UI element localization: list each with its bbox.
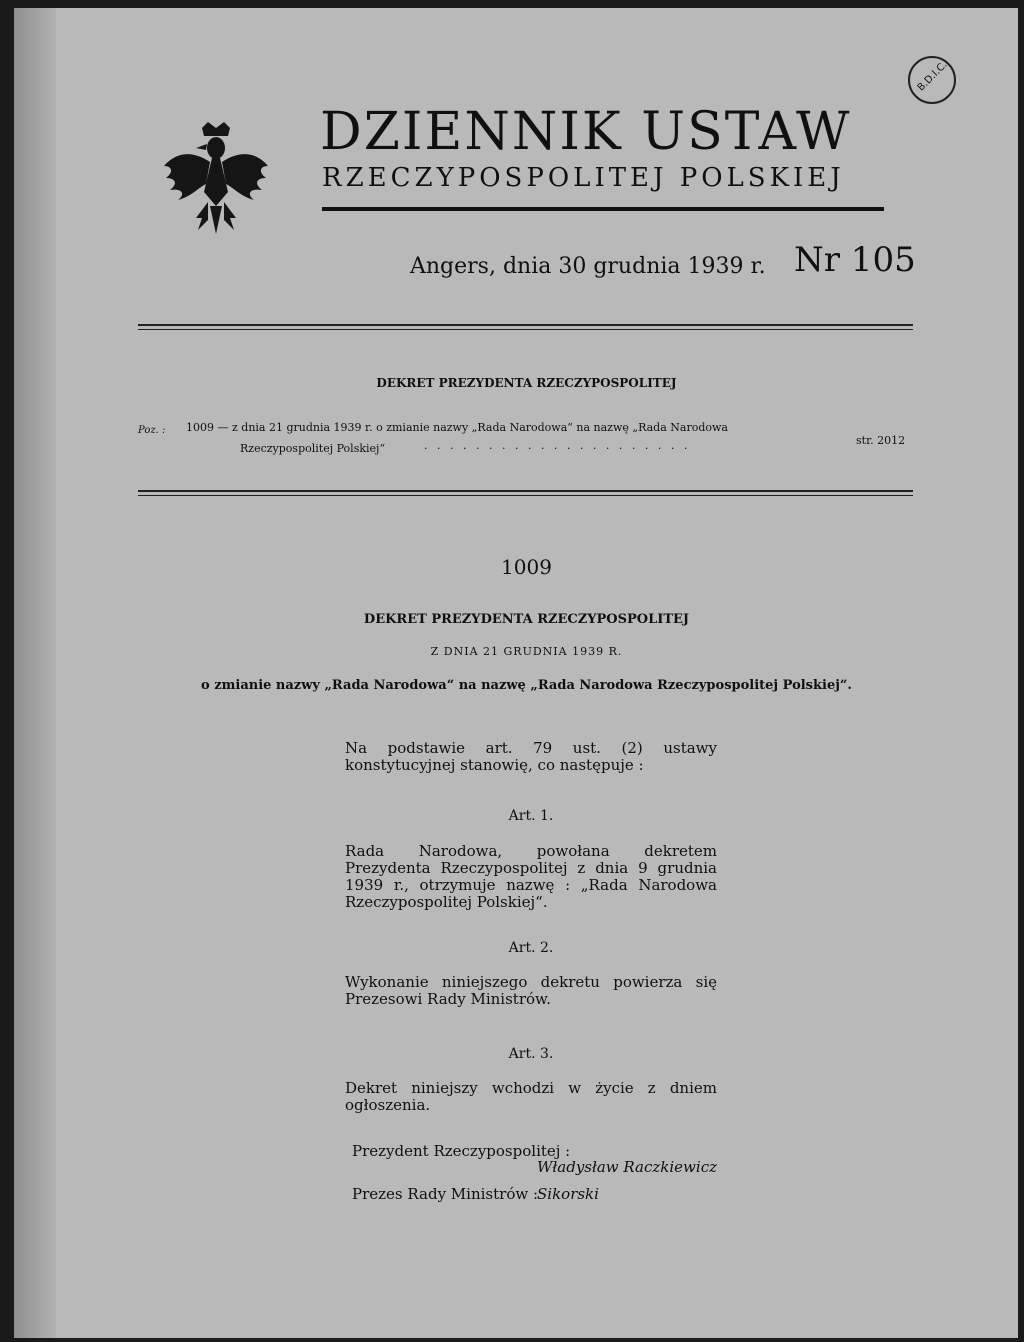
eagle-emblem-icon (162, 122, 270, 242)
title-rule (322, 207, 884, 211)
article-2-label: Art. 2. (508, 940, 554, 956)
article-3-label: Art. 3. (508, 1046, 554, 1062)
article-1-label: Art. 1. (508, 808, 554, 824)
decree-date: Z DNIA 21 GRUDNIA 1939 R. (430, 645, 623, 658)
divider-bottom-thin (138, 495, 913, 496)
journal-title: DZIENNIK USTAW (320, 102, 852, 162)
journal-subtitle: RZECZYPOSPOLITEJ POLSKIEJ (322, 163, 845, 193)
decree-heading: DEKRET PREZYDENTA RZECZYPOSPOLITEJ (363, 612, 690, 627)
divider-bottom (138, 490, 913, 492)
article-2-text: Wykonanie niniejszego dekretu powierza się Prezesowi Rady Ministrów. (345, 973, 717, 1008)
contents-entry-line2: Rzeczypospolitej Polskiej“ (240, 442, 386, 455)
article-1-text: Rada Narodowa, powołana dekretem Prezydenta Rzeczypospolitej z dnia 9 grudnia 1939 r., otrzymuje nazwę : „Rada Narodowa Rzeczypospolitej Polskiej“. (345, 842, 717, 911)
president-label: Prezydent Rzeczypospolitej : (352, 1142, 571, 1160)
issue-number: Nr 105 (794, 240, 916, 280)
prime-minister-signature: Sikorski (537, 1185, 599, 1203)
president-signature: Władysław Raczkiewicz (537, 1158, 717, 1176)
decree-subject: o zmianie nazwy „Rada Narodowa“ na nazwę „Rada Narodowa Rzeczypospolitej Polskiej“. (201, 678, 852, 693)
article-3-text: Dekret niniejszy wchodzi w życie z dniem ogłoszenia. (345, 1079, 717, 1114)
contents-entry-line1: 1009 — z dnia 21 grudnia 1939 r. o zmianie nazwy „Rada Narodowa“ na nazwę „Rada Narodowa (186, 421, 728, 434)
binding-gutter (14, 8, 56, 1338)
stamp-text: B.D.I.C. (915, 59, 950, 94)
decree-number: 1009 (501, 555, 552, 579)
divider-top-thin (138, 329, 913, 330)
contents-page-ref: str. 2012 (856, 434, 906, 447)
prime-minister-label: Prezes Rady Ministrów : (352, 1185, 539, 1203)
contents-poz-label: Poz. : (138, 425, 166, 436)
decree-preamble: Na podstawie art. 79 ust. (2) ustawy konstytucyjnej stanowię, co następuje : (345, 739, 717, 774)
contents-leader-dots: . . . . . . . . . . . . . . . . . . . . . (424, 439, 691, 452)
library-stamp (908, 56, 956, 104)
issue-date: Angers, dnia 30 grudnia 1939 r. (410, 254, 766, 279)
divider-top (138, 324, 913, 326)
contents-heading: DEKRET PREZYDENTA RZECZYPOSPOLITEJ (376, 376, 677, 390)
